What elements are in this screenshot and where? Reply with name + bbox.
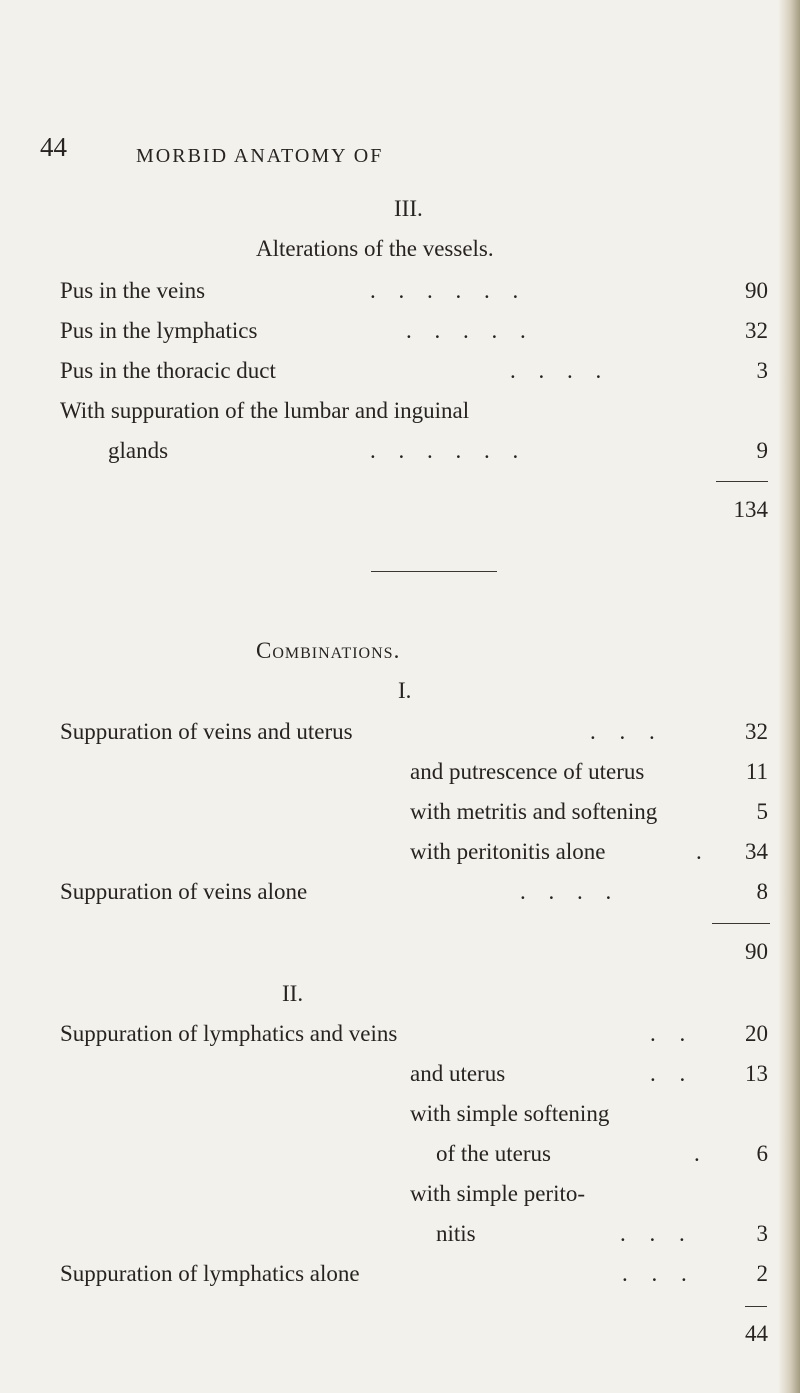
row-value: 9 — [756, 438, 768, 463]
row-label: with metritis and softening — [410, 799, 658, 824]
row-label: Suppuration of lymphatics and veins — [60, 1021, 398, 1046]
row-label: with simple softening — [410, 1101, 610, 1126]
row-label: Suppuration of lymphatics alone — [60, 1261, 360, 1286]
leader-dots: . . . — [620, 1221, 685, 1246]
leader-dots: . . — [650, 1061, 686, 1086]
row-value: 2 — [756, 1261, 768, 1286]
row-label: with simple perito- — [410, 1181, 586, 1206]
leader-dots: . . . . . . — [370, 438, 519, 463]
section-divider — [371, 571, 497, 572]
row-value: 5 — [756, 799, 768, 824]
sum-rule — [716, 481, 768, 482]
row-label: nitis — [436, 1221, 476, 1246]
page-edge-shadow — [778, 0, 800, 1393]
row-label: and uterus — [410, 1061, 506, 1086]
row-value: 8 — [756, 879, 768, 904]
row-value: 3 — [756, 358, 768, 383]
row-value: 20 — [745, 1021, 768, 1046]
row-label: Suppuration of veins alone — [60, 879, 308, 904]
leader-dots: . . . . . — [406, 318, 526, 343]
section-total: 134 — [733, 497, 768, 522]
leader-dots: . . . . — [520, 879, 612, 904]
row-label: Pus in the thoracic duct — [60, 358, 276, 383]
row-value: 13 — [745, 1061, 768, 1086]
row-value: 6 — [756, 1141, 768, 1166]
row-label: glands — [108, 438, 169, 463]
row-value: 3 — [756, 1221, 768, 1246]
leader-dots: . . — [650, 1021, 686, 1046]
section-iii-numeral: III. — [394, 196, 423, 221]
row-label: Pus in the veins — [60, 278, 206, 303]
part-i-total: 90 — [745, 939, 768, 964]
combinations-heading: Combinations. — [256, 638, 401, 663]
row-value: 34 — [745, 839, 768, 864]
sum-rule — [745, 1306, 767, 1307]
sum-rule — [712, 923, 770, 924]
part-i-numeral: I. — [398, 678, 412, 703]
row-label: Pus in the lymphatics — [60, 318, 258, 343]
page-number: 44 — [40, 132, 67, 162]
leader-dots: . . . — [590, 719, 655, 744]
row-value: 11 — [745, 759, 768, 784]
row-label: and putrescence of uterus — [410, 759, 645, 784]
leader-dots: . . . — [622, 1261, 687, 1286]
row-label: with peritonitis alone — [410, 839, 606, 864]
leader-dots: . . . . — [510, 358, 602, 383]
section-iii-title: Alterations of the vessels. — [256, 236, 494, 261]
part-ii-total: 44 — [745, 1321, 768, 1346]
running-header: MORBID ANATOMY OF — [136, 145, 384, 167]
row-value: 32 — [745, 318, 768, 343]
leader-dots: . — [694, 1141, 700, 1166]
part-ii-numeral: II. — [282, 981, 304, 1006]
leader-dots: . . . . . . — [370, 278, 519, 303]
row-value: 32 — [745, 719, 768, 744]
row-label: of the uterus — [436, 1141, 551, 1166]
row-label: Suppuration of veins and uterus — [60, 719, 353, 744]
row-value: 90 — [745, 278, 768, 303]
row-label: With suppuration of the lumbar and inguinal — [60, 398, 470, 423]
leader-dots: . — [696, 839, 702, 864]
